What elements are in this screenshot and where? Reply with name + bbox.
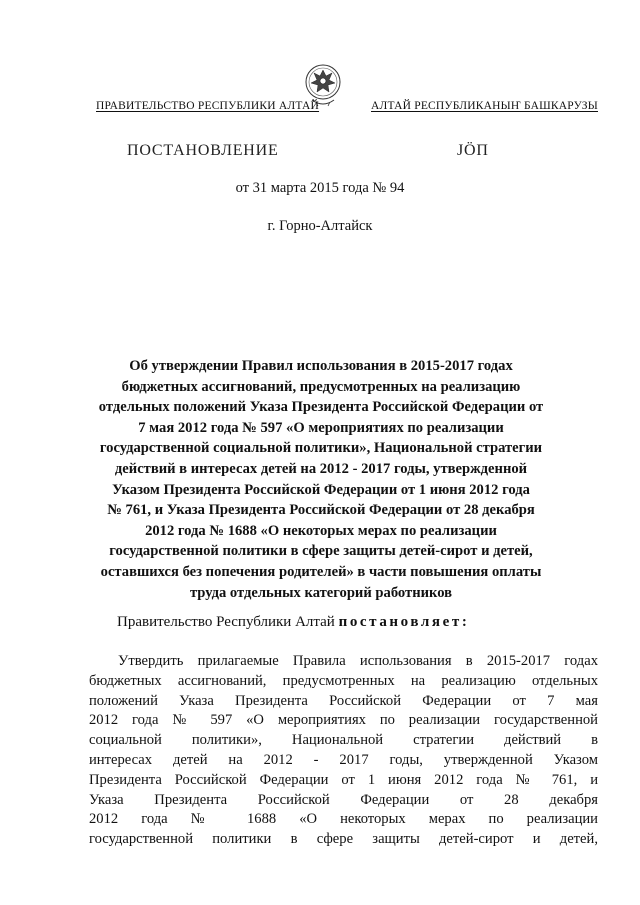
body-line: интересах детей на 2012 - 2017 годы, утвержденной Указом — [89, 751, 598, 768]
body-line: 2012 года № 1688 «О некоторых мерах по реализации — [89, 811, 598, 828]
body-line: Указа Президента Российской Федерации от 28 декабря — [89, 791, 598, 808]
body-line: Президента Российской Федерации от 1 июня 2012 года № 761, и — [89, 771, 598, 788]
letterhead — [96, 100, 598, 116]
title-line: Об утверждении Правил использования в 2015-2017 годах — [129, 358, 513, 374]
document-title — [80, 356, 562, 603]
document-date: от 31 марта 2015 года № 94 — [235, 180, 405, 196]
title-line: № 761, и Указа Президента Российской Федерации от 28 декабря — [107, 502, 535, 519]
body-paragraph — [89, 652, 598, 850]
title-line: государственной социальной политики», Национальной стратегии — [99, 440, 543, 457]
title-line: оставшихся без попечения родителей» в части повышения оплаты — [100, 563, 542, 580]
doc-type-alt: ЈӦП — [457, 142, 489, 159]
title-line: отдельных положений Указа Президента Российской Федерации от — [98, 399, 544, 416]
doc-type-ru: ПОСТАНОВЛЕНИЕ — [127, 142, 279, 159]
body-line: бюджетных ассигнований, предусмотренных на реализацию отдельных — [89, 672, 598, 689]
body-line: положений Указа Президента Российской Федерации от 7 мая — [89, 692, 598, 709]
preamble-subject: Правительство Республики Алтай — [117, 614, 335, 630]
preamble — [117, 614, 469, 631]
body-line: Утвердить прилагаемые Правила использования в 2015-2017 годах — [118, 653, 598, 669]
title-line: 2012 года № 1688 «О некоторых мерах по реализации — [145, 522, 497, 539]
body-line: государственной политики в сфере защиты детей-сирот и детей, — [89, 831, 598, 848]
title-line: действий в интересах детей на 2012 - 2017 годы, утвержденной — [114, 460, 528, 477]
document-city: г. Горно-Алтайск — [267, 218, 373, 234]
title-line: труда отдельных категорий работников — [189, 584, 453, 601]
letterhead-right-text: АЛТАЙ РЕСПУБЛИКАНЫҤ БАШКАРУЗЫ — [371, 100, 598, 112]
title-line: Указом Президента Российской Федерации от 1 июня 2012 года — [112, 481, 530, 498]
preamble-verb: постановляет: — [338, 614, 470, 630]
title-line: 7 мая 2012 года № 597 «О мероприятиях по реализации — [138, 419, 504, 436]
letterhead-left-text: ПРАВИТЕЛЬСТВО РЕСПУБЛИКИ АЛТАЙ — [96, 100, 320, 112]
title-line: бюджетных ассигнований, предусмотренных на реализацию — [121, 378, 521, 395]
body-line: социальной политики», Национальной стратегии действий в — [89, 732, 598, 749]
title-line: государственной политики в сфере защиты детей-сирот и детей, — [109, 543, 533, 560]
body-line: 2012 года № 597 «О мероприятиях по реализации государственной — [89, 712, 598, 729]
